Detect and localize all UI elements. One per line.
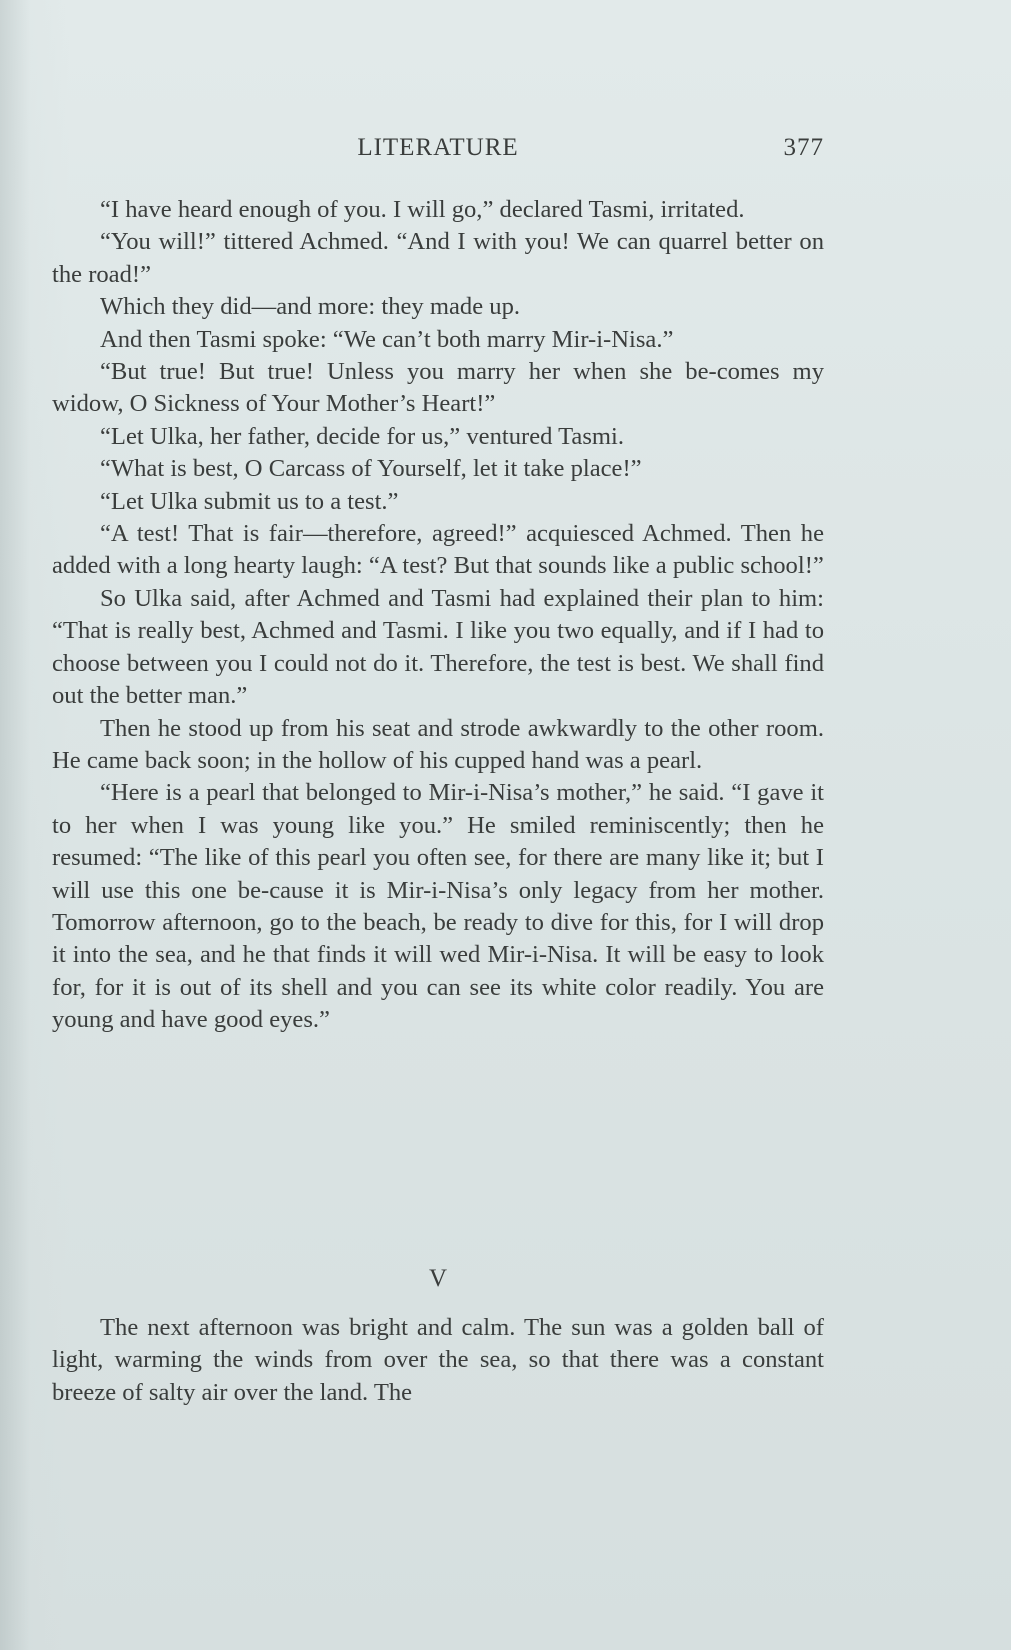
paragraph-7: “What is best, O Carcass of Yourself, let it take place!” [100,455,642,483]
body-text [52,194,824,1037]
paragraph-8: “Let Ulka submit us to a test.” [100,487,399,515]
paragraph-5: “But true! But true! Unless you marry her when she be-comes my widow, O Sickness of Your Mother’s Heart!” [52,358,824,418]
section-body-text [52,1312,824,1409]
paragraph-11: Then he stood up from his seat and strode awkwardly to the other room. He came back soon; in the hollow of his cupped hand was a pearl. [52,714,824,774]
paragraph-6: “Let Ulka, her father, decide for us,” ventured Tasmi. [100,422,625,450]
paragraph-3: Which they did—and more: they made up. [100,293,521,321]
paragraph-1: “I have heard enough of you. I will go,” declared Tasmi, irritated. [100,196,745,223]
running-head: LITERATURE [357,134,519,161]
paragraph-10: So Ulka said, after Achmed and Tasmi had explained their plan to him: “That is really best, Achmed and Tasmi. I like you two equally, and if I had to choose between you I could not do it. Therefore, the test is best. We shall find out the better man.” [52,584,824,710]
paragraph-4: And then Tasmi spoke: “We can’t both marry Mir-i-Nisa.” [100,325,674,353]
section-paragraph-1: The next afternoon was bright and calm. The sun was a golden ball of light, warming the winds from over the sea, so that there was a constant breeze of salty air over the land. The [52,1314,824,1406]
paragraph-12: “Here is a pearl that belonged to Mir-i-Nisa’s mother,” he said. “I gave it to her when I was young like you.” He smiled reminiscently; then he resumed: “The like of this pearl you often see, for there are many like it; but I will use this one be-cause it is Mir-i-Nisa’s only legacy from her mother. Tomorrow afternoon, go to the beach, be ready to dive for this, for I will drop it into the sea, and he that finds it will wed Mir-i-Nisa. It will be easy to look for, for it is out of its shell and you can see its white color readily. You are young and have good eyes.” [52,779,824,1034]
section-heading: V [428,1265,448,1292]
page-header [52,134,824,170]
paragraph-2: “You will!” tittered Achmed. “And I with you! We can quarrel better on the road!” [52,228,824,288]
paragraph-9: “A test! That is fair—therefore, agreed!” acquiesced Achmed. Then he added with a long hearty laugh: “A test? But that sounds like a public school!” [52,520,824,580]
page-number: 377 [783,134,824,161]
